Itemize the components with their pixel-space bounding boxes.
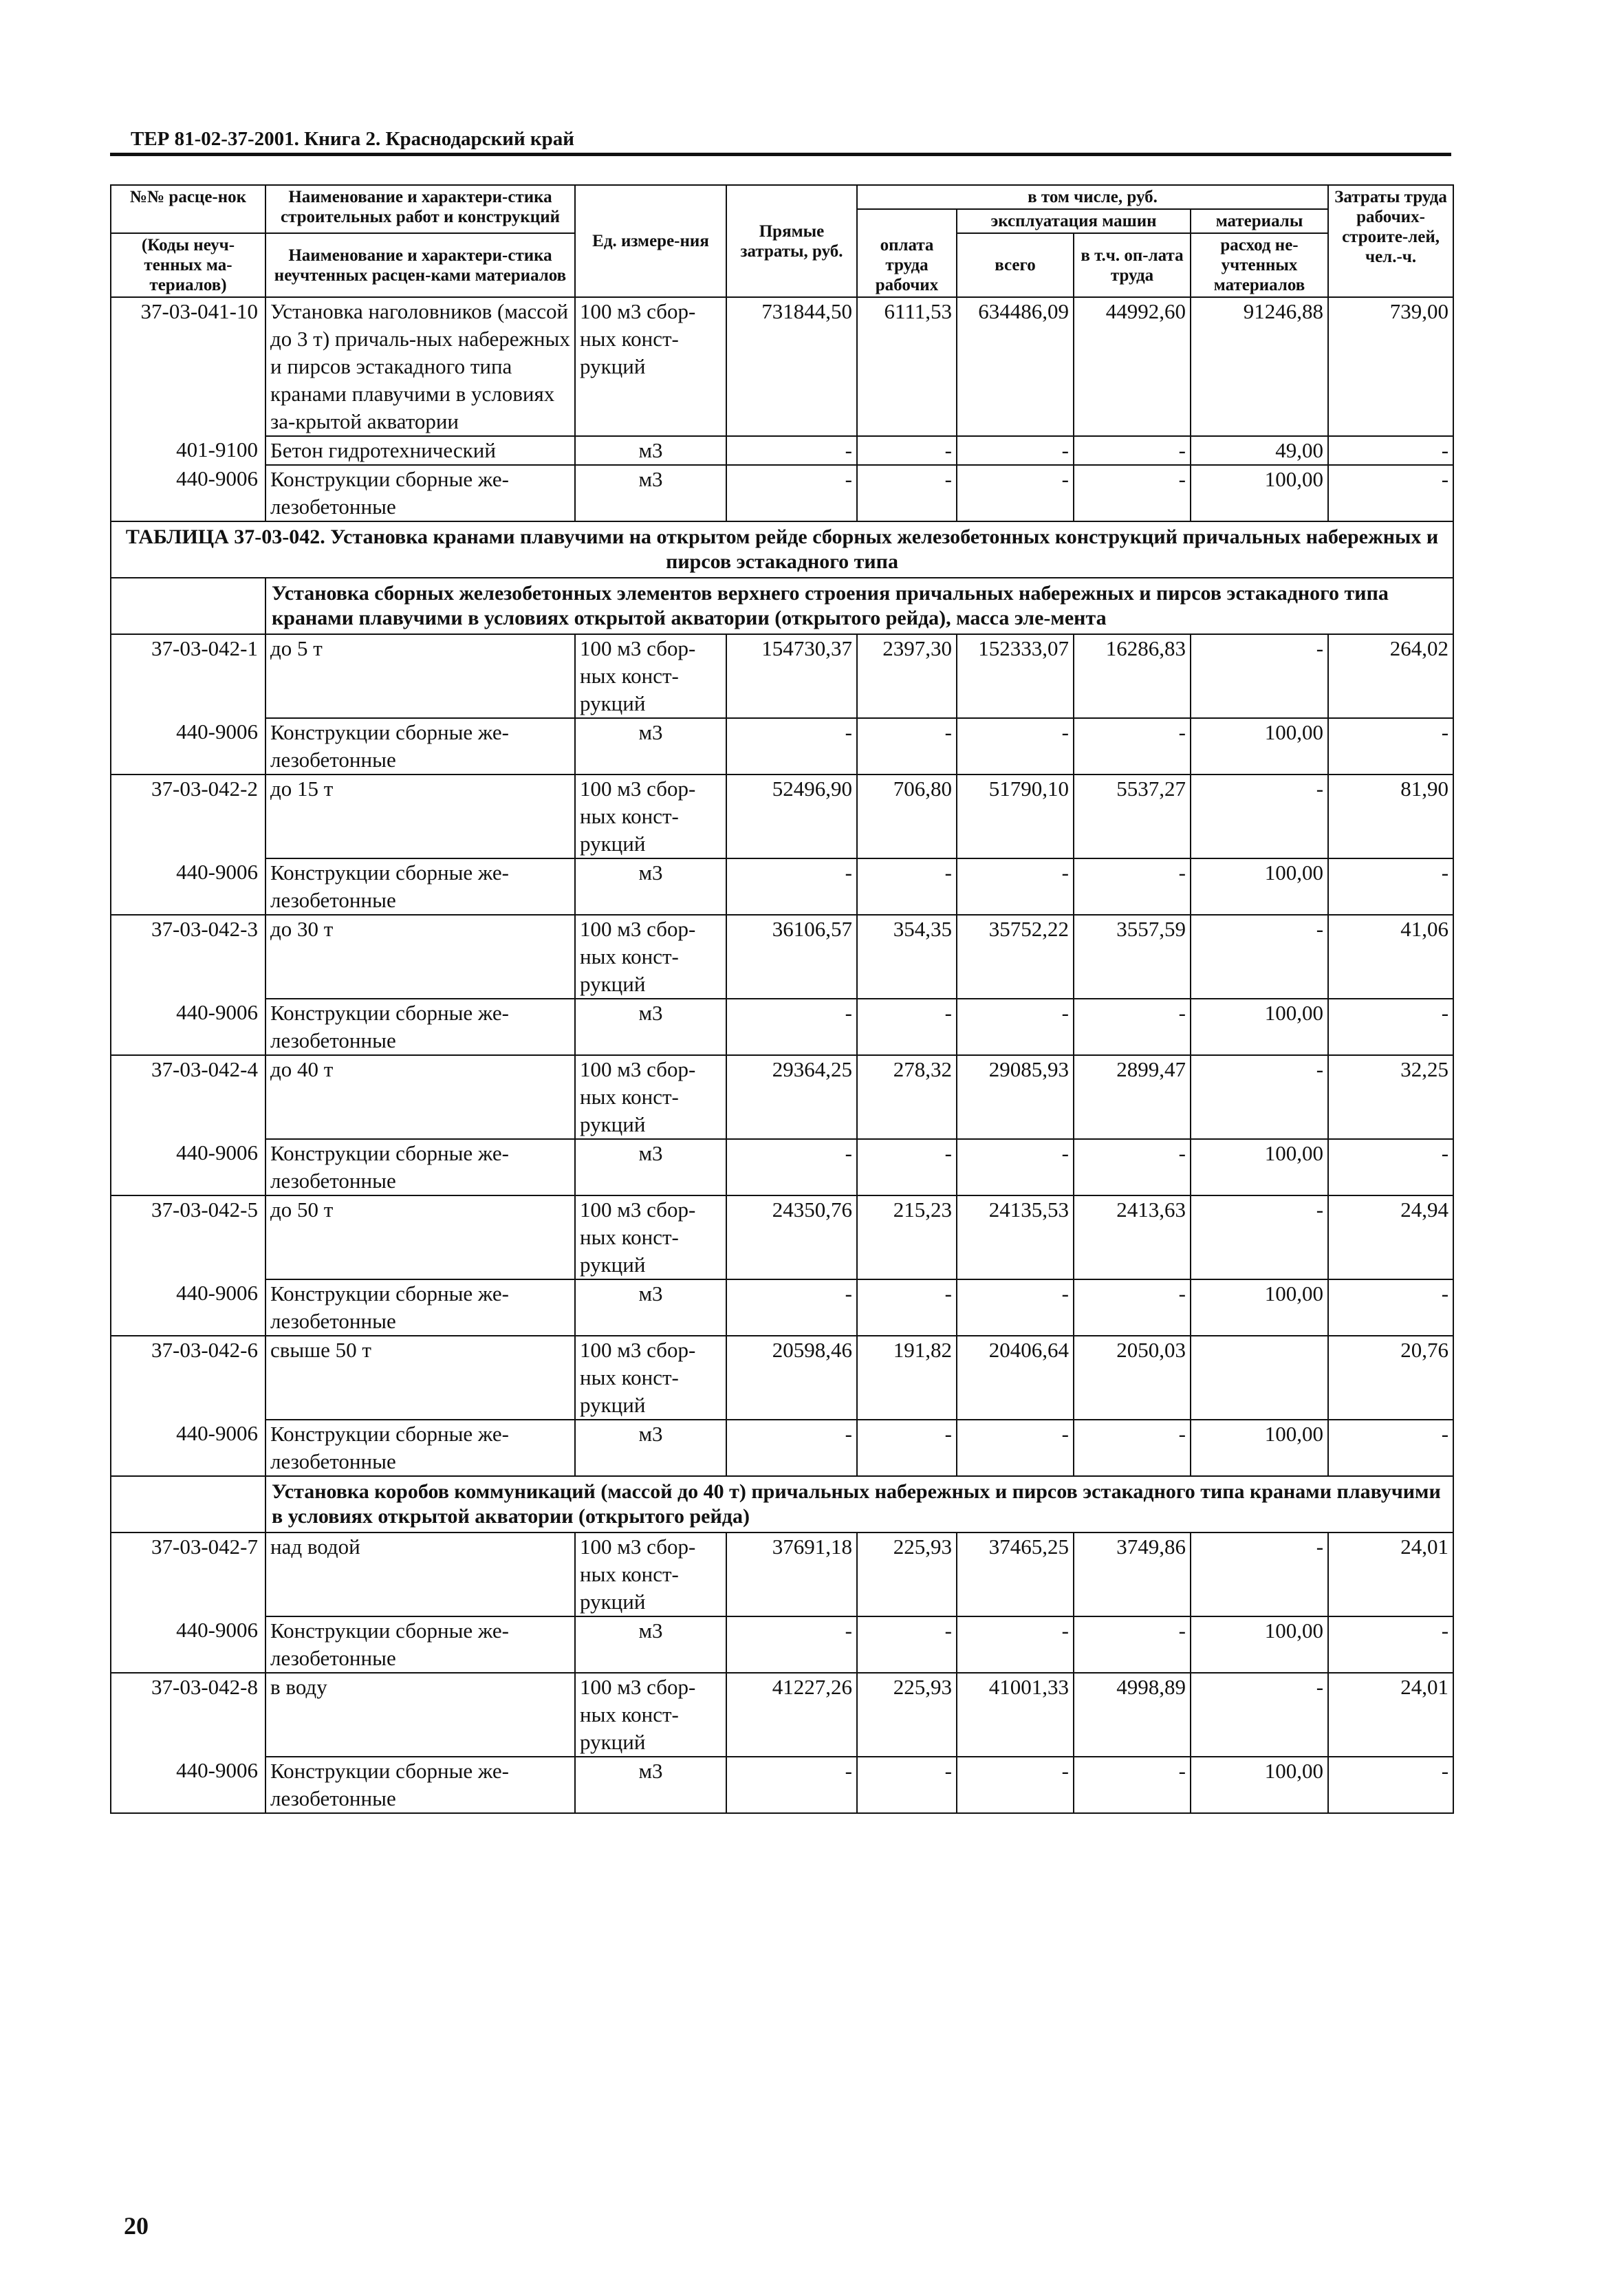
- rate-row: [111, 1533, 1453, 1616]
- rate-name: до 15 т: [265, 775, 575, 858]
- material-amount: 100,00: [1191, 858, 1328, 915]
- group-title-row: [111, 578, 1453, 634]
- material-machine-labor: -: [1074, 999, 1191, 1055]
- rate-machine: 37465,25: [957, 1533, 1074, 1616]
- material-row: [111, 465, 1453, 521]
- material-labor: -: [857, 718, 957, 775]
- material-code: 440-9006: [111, 1616, 265, 1673]
- material-hours: -: [1328, 1279, 1453, 1336]
- material-name: Конструкции сборные же-лезобетонные: [265, 1757, 575, 1813]
- rate-hours: 32,25: [1328, 1055, 1453, 1139]
- material-amount: 100,00: [1191, 1279, 1328, 1336]
- rate-labor: 215,23: [857, 1195, 957, 1279]
- rate-machine: 51790,10: [957, 775, 1074, 858]
- rate-name: до 50 т: [265, 1195, 575, 1279]
- group-spacer: [111, 578, 265, 634]
- rate-materials: [1191, 1336, 1328, 1420]
- rate-materials: -: [1191, 915, 1328, 999]
- material-labor: -: [857, 436, 957, 465]
- material-unit: м3: [575, 1139, 726, 1195]
- material-name: Конструкции сборные же-лезобетонные: [265, 999, 575, 1055]
- material-code: 440-9006: [111, 465, 265, 521]
- rate-row: [111, 915, 1453, 999]
- material-amount: 100,00: [1191, 718, 1328, 775]
- rate-code: 37-03-042-5: [111, 1195, 265, 1279]
- rate-code: 37-03-042-6: [111, 1336, 265, 1420]
- rate-direct: 41227,26: [726, 1673, 857, 1757]
- material-row: [111, 1279, 1453, 1336]
- material-direct: -: [726, 1757, 857, 1813]
- table-title: ТАБЛИЦА 37-03-042. Установка кранами плавучими на открытом рейде сборных железобетонных конструкций причальных набережных и пирсов эстакадного типа: [111, 521, 1453, 578]
- col-machine-total: всего: [957, 233, 1074, 297]
- rate-row: [111, 634, 1453, 718]
- rate-hours: 41,06: [1328, 915, 1453, 999]
- material-name: Конструкции сборные же-лезобетонные: [265, 718, 575, 775]
- rate-code: 37-03-042-3: [111, 915, 265, 999]
- material-direct: -: [726, 1420, 857, 1476]
- material-code: 440-9006: [111, 858, 265, 915]
- material-machine-labor: -: [1074, 718, 1191, 775]
- material-direct: -: [726, 465, 857, 521]
- material-machine-labor: -: [1074, 858, 1191, 915]
- material-row: [111, 1420, 1453, 1476]
- rate-hours: 739,00: [1328, 297, 1453, 436]
- rate-machine-labor: 5537,27: [1074, 775, 1191, 858]
- material-unit: м3: [575, 1279, 726, 1336]
- rate-labor: 706,80: [857, 775, 957, 858]
- rate-machine: 20406,64: [957, 1336, 1074, 1420]
- material-code: 440-9006: [111, 999, 265, 1055]
- rate-name: до 40 т: [265, 1055, 575, 1139]
- rate-direct: 37691,18: [726, 1533, 857, 1616]
- rate-hours: 24,01: [1328, 1533, 1453, 1616]
- material-hours: -: [1328, 718, 1453, 775]
- material-direct: -: [726, 718, 857, 775]
- material-hours: -: [1328, 436, 1453, 465]
- material-amount: 100,00: [1191, 1757, 1328, 1813]
- rate-name: до 30 т: [265, 915, 575, 999]
- header-rule: [110, 153, 1451, 156]
- material-name: Конструкции сборные же-лезобетонные: [265, 858, 575, 915]
- rows-group-2: [111, 1533, 1453, 1813]
- rate-code: 37-03-041-10: [111, 297, 265, 436]
- rate-unit: 100 м3 сбор-ных конст-рукций: [575, 915, 726, 999]
- col-name-top: Наименование и характери-стика строительных работ и конструкций: [265, 185, 575, 233]
- material-machine-labor: -: [1074, 1279, 1191, 1336]
- material-unit: м3: [575, 718, 726, 775]
- material-labor: -: [857, 1139, 957, 1195]
- rate-materials: -: [1191, 1673, 1328, 1757]
- material-code: 440-9006: [111, 1420, 265, 1476]
- rate-name: до 5 т: [265, 634, 575, 718]
- material-name: Конструкции сборные же-лезобетонные: [265, 1420, 575, 1476]
- material-name: Конструкции сборные же-лезобетонные: [265, 1279, 575, 1336]
- rate-unit: 100 м3 сбор-ных конст-рукций: [575, 1055, 726, 1139]
- rate-unit: 100 м3 сбор-ных конст-рукций: [575, 775, 726, 858]
- material-amount: 49,00: [1191, 436, 1328, 465]
- material-machine-labor: -: [1074, 1757, 1191, 1813]
- col-code-top: №№ расце-нок: [111, 185, 265, 233]
- material-direct: -: [726, 858, 857, 915]
- col-labor-cost: Затраты труда рабочих-строите-лей, чел.-ч.: [1328, 185, 1453, 297]
- material-hours: -: [1328, 1757, 1453, 1813]
- col-including: в том числе, руб.: [857, 185, 1328, 209]
- rate-machine: 29085,93: [957, 1055, 1074, 1139]
- rate-direct: 36106,57: [726, 915, 857, 999]
- material-labor: -: [857, 999, 957, 1055]
- rate-hours: 81,90: [1328, 775, 1453, 858]
- rate-row: [111, 1673, 1453, 1757]
- material-machine: -: [957, 999, 1074, 1055]
- col-machine-labor: в т.ч. оп-лата труда: [1074, 233, 1191, 297]
- material-unit: м3: [575, 858, 726, 915]
- table-title-row: [111, 521, 1453, 578]
- group-spacer: [111, 1476, 265, 1533]
- rows-group-1: [111, 634, 1453, 1476]
- material-unit: м3: [575, 1616, 726, 1673]
- rate-row: [111, 775, 1453, 858]
- rate-machine-labor: 44992,60: [1074, 297, 1191, 436]
- rate-machine-labor: 3557,59: [1074, 915, 1191, 999]
- col-materials-unaccounted: расход не-учтенных материалов: [1191, 233, 1328, 297]
- col-materials: материалы: [1191, 209, 1328, 233]
- material-labor: -: [857, 1420, 957, 1476]
- material-labor: -: [857, 1279, 957, 1336]
- material-unit: м3: [575, 465, 726, 521]
- group-title: Установка коробов коммуникаций (массой до 40 т) причальных набережных и пирсов эстакадного типа кранами плавучими в условиях открытой акватории (открытого рейда): [265, 1476, 1453, 1533]
- rate-machine-labor: 2413,63: [1074, 1195, 1191, 1279]
- material-amount: 100,00: [1191, 1420, 1328, 1476]
- rate-machine-labor: 4998,89: [1074, 1673, 1191, 1757]
- material-amount: 100,00: [1191, 999, 1328, 1055]
- material-row: [111, 1139, 1453, 1195]
- group-title-row: [111, 1476, 1453, 1533]
- rate-row: [111, 1336, 1453, 1420]
- rate-direct: 52496,90: [726, 775, 857, 858]
- material-direct: -: [726, 1279, 857, 1336]
- material-code: 440-9006: [111, 1279, 265, 1336]
- rate-machine-labor: 3749,86: [1074, 1533, 1191, 1616]
- material-code: 440-9006: [111, 1139, 265, 1195]
- rate-unit: 100 м3 сбор-ных конст-рукций: [575, 634, 726, 718]
- col-direct: Прямые затраты, руб.: [726, 185, 857, 297]
- material-machine: -: [957, 1420, 1074, 1476]
- rate-labor: 191,82: [857, 1336, 957, 1420]
- rate-hours: 20,76: [1328, 1336, 1453, 1420]
- rate-name: в воду: [265, 1673, 575, 1757]
- rate-hours: 264,02: [1328, 634, 1453, 718]
- material-machine: -: [957, 1616, 1074, 1673]
- rate-name: свыше 50 т: [265, 1336, 575, 1420]
- material-amount: 100,00: [1191, 1139, 1328, 1195]
- material-hours: -: [1328, 999, 1453, 1055]
- rate-machine-labor: 2050,03: [1074, 1336, 1191, 1420]
- material-unit: м3: [575, 999, 726, 1055]
- rate-materials: 91246,88: [1191, 297, 1328, 436]
- material-amount: 100,00: [1191, 1616, 1328, 1673]
- rate-code: 37-03-042-7: [111, 1533, 265, 1616]
- material-machine: -: [957, 465, 1074, 521]
- material-code: 440-9006: [111, 718, 265, 775]
- material-row: [111, 999, 1453, 1055]
- material-machine: -: [957, 436, 1074, 465]
- rate-materials: -: [1191, 634, 1328, 718]
- page-header: ТЕР 81-02-37-2001. Книга 2. Краснодарский край: [131, 128, 574, 150]
- material-code: 440-9006: [111, 1757, 265, 1813]
- material-labor: -: [857, 1757, 957, 1813]
- rate-hours: 24,01: [1328, 1673, 1453, 1757]
- material-machine: -: [957, 858, 1074, 915]
- material-unit: м3: [575, 436, 726, 465]
- rate-unit: 100 м3 сбор-ных конст-рукций: [575, 1336, 726, 1420]
- rate-unit: 100 м3 сбор-ных конст-рукций: [575, 1195, 726, 1279]
- rate-hours: 24,94: [1328, 1195, 1453, 1279]
- page-number: 20: [124, 2212, 149, 2240]
- material-hours: -: [1328, 465, 1453, 521]
- rates-table: [110, 184, 1454, 1814]
- material-machine-labor: -: [1074, 1420, 1191, 1476]
- material-row: [111, 436, 1453, 465]
- material-row: [111, 1616, 1453, 1673]
- rate-materials: -: [1191, 1195, 1328, 1279]
- rate-machine: 152333,07: [957, 634, 1074, 718]
- material-row: [111, 858, 1453, 915]
- material-machine-labor: -: [1074, 1616, 1191, 1673]
- rate-unit: 100 м3 сбор-ных конст-рукций: [575, 1673, 726, 1757]
- material-code: 401-9100: [111, 436, 265, 465]
- material-machine: -: [957, 1139, 1074, 1195]
- rate-direct: 24350,76: [726, 1195, 857, 1279]
- material-name: Бетон гидротехнический: [265, 436, 575, 465]
- col-unit: Ед. измере-ния: [575, 185, 726, 297]
- rate-labor: 354,35: [857, 915, 957, 999]
- header-row-1: [111, 185, 1453, 209]
- rate-materials: -: [1191, 1533, 1328, 1616]
- material-labor: -: [857, 1616, 957, 1673]
- col-code-bottom: (Коды неуч-тенных ма-териалов): [111, 233, 265, 297]
- rate-code: 37-03-042-8: [111, 1673, 265, 1757]
- material-labor: -: [857, 465, 957, 521]
- material-machine: -: [957, 718, 1074, 775]
- rate-code: 37-03-042-2: [111, 775, 265, 858]
- material-name: Конструкции сборные же-лезобетонные: [265, 1139, 575, 1195]
- rate-name: Установка наголовников (массой до 3 т) причаль-ных набережных и пирсов эстакадного типа кранами плавучими в условиях за-крытой акватории: [265, 297, 575, 436]
- rate-direct: 731844,50: [726, 297, 857, 436]
- material-name: Конструкции сборные же-лезобетонные: [265, 1616, 575, 1673]
- material-unit: м3: [575, 1420, 726, 1476]
- col-labor-pay: оплата труда рабочих: [857, 209, 957, 297]
- material-direct: -: [726, 1616, 857, 1673]
- material-unit: м3: [575, 1757, 726, 1813]
- rate-labor: 225,93: [857, 1533, 957, 1616]
- material-hours: -: [1328, 1139, 1453, 1195]
- material-labor: -: [857, 858, 957, 915]
- rate-unit: 100 м3 сбор-ных конст-рукций: [575, 1533, 726, 1616]
- rate-machine-labor: 16286,83: [1074, 634, 1191, 718]
- material-machine-labor: -: [1074, 465, 1191, 521]
- material-hours: -: [1328, 1616, 1453, 1673]
- material-direct: -: [726, 999, 857, 1055]
- material-hours: -: [1328, 1420, 1453, 1476]
- material-amount: 100,00: [1191, 465, 1328, 521]
- material-machine-labor: -: [1074, 436, 1191, 465]
- rate-labor: 6111,53: [857, 297, 957, 436]
- col-machine: эксплуатация машин: [957, 209, 1191, 233]
- material-hours: -: [1328, 858, 1453, 915]
- rate-unit: 100 м3 сбор-ных конст-рукций: [575, 297, 726, 436]
- group-title: Установка сборных железобетонных элементов верхнего строения причальных набережных и пирсов эстакадного типа кранами плавучими в условиях открытой акватории (открытого рейда), масса эле-мента: [265, 578, 1453, 634]
- rate-row: [111, 1195, 1453, 1279]
- rate-machine: 634486,09: [957, 297, 1074, 436]
- material-row: [111, 718, 1453, 775]
- rate-materials: -: [1191, 1055, 1328, 1139]
- rate-row: [111, 297, 1453, 436]
- rate-direct: 154730,37: [726, 634, 857, 718]
- rate-materials: -: [1191, 775, 1328, 858]
- rate-labor: 278,32: [857, 1055, 957, 1139]
- material-direct: -: [726, 1139, 857, 1195]
- rate-labor: 2397,30: [857, 634, 957, 718]
- rate-machine: 35752,22: [957, 915, 1074, 999]
- rate-code: 37-03-042-4: [111, 1055, 265, 1139]
- rate-row: [111, 1055, 1453, 1139]
- rate-labor: 225,93: [857, 1673, 957, 1757]
- material-machine: -: [957, 1757, 1074, 1813]
- col-name-bottom: Наименование и характери-стика неучтенных расцен-ками материалов: [265, 233, 575, 297]
- rate-machine: 24135,53: [957, 1195, 1074, 1279]
- material-direct: -: [726, 436, 857, 465]
- rate-code: 37-03-042-1: [111, 634, 265, 718]
- material-machine: -: [957, 1279, 1074, 1336]
- material-name: Конструкции сборные же-лезобетонные: [265, 465, 575, 521]
- rate-direct: 20598,46: [726, 1336, 857, 1420]
- material-machine-labor: -: [1074, 1139, 1191, 1195]
- rate-name: над водой: [265, 1533, 575, 1616]
- material-row: [111, 1757, 1453, 1813]
- rate-machine-labor: 2899,47: [1074, 1055, 1191, 1139]
- rate-direct: 29364,25: [726, 1055, 857, 1139]
- rate-machine: 41001,33: [957, 1673, 1074, 1757]
